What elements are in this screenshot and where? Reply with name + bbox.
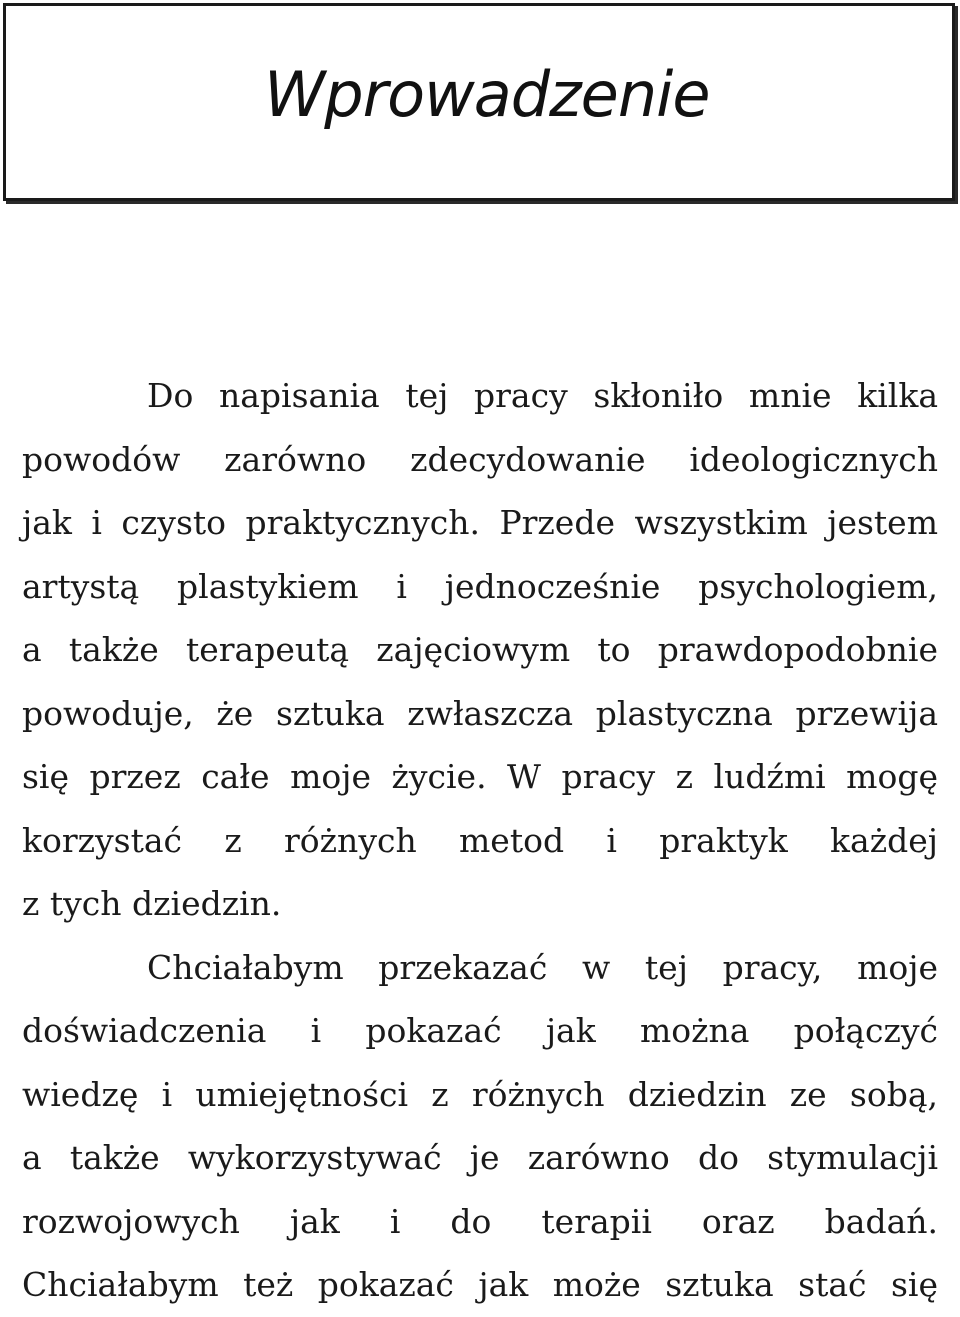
text-line: powodów zarówno zdecydowanie ideologicznych	[22, 439, 938, 479]
text-line: jak i czysto praktycznych. Przede wszystkim jestem	[22, 503, 938, 542]
text-line: się przez całe moje życie. W pracy z ludźmi mogę	[22, 757, 938, 796]
text-line: Chciałabym przekazać w tej pracy, moje	[147, 947, 938, 987]
text-line: wiedzę i umiejętności z różnych dziedzin ze sobą,	[22, 1074, 938, 1114]
text-line: rozwojowych jak i do terapii oraz badań.	[22, 1201, 938, 1241]
text-line: powoduje, że sztuka zwłaszcza plastyczna przewija	[22, 693, 938, 733]
text-line: korzystać z różnych metod i praktyk każdej	[22, 820, 938, 860]
text-line: doświadczenia i pokazać jak można połączyć	[22, 1011, 938, 1050]
text-line: artystą plastykiem i jednocześnie psychologiem,	[22, 566, 938, 606]
body-text	[22, 364, 938, 1317]
text-line: Do napisania tej pracy skłoniło mnie kilka	[147, 376, 938, 415]
text-line: a także terapeutą zajęciowym to prawdopodobnie	[22, 630, 938, 669]
paragraph-2	[22, 936, 938, 1317]
paragraph-1	[22, 364, 938, 936]
text-line: z tych dziedzin.	[22, 884, 282, 923]
chapter-title-box	[3, 3, 955, 201]
chapter-title: Wprowadzenie	[264, 58, 710, 131]
text-line: Chciałabym też pokazać jak może sztuka stać się	[22, 1265, 938, 1304]
text-line: a także wykorzystywać je zarówno do stymulacji	[22, 1138, 938, 1177]
